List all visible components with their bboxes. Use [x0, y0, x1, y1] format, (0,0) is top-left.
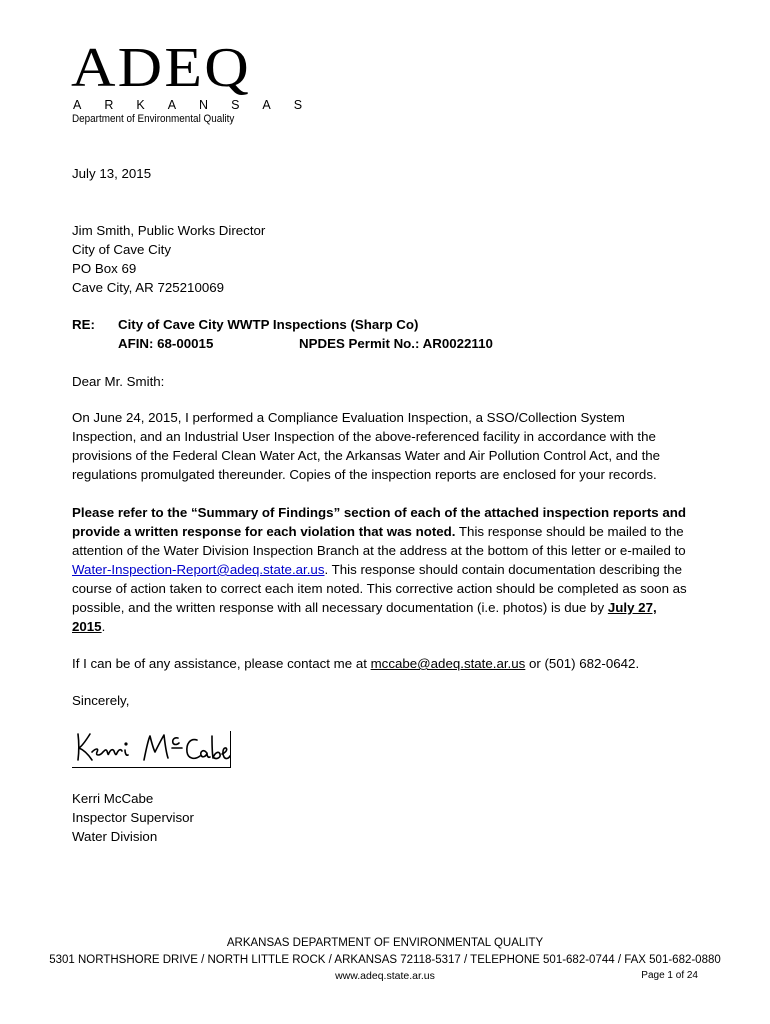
signer-block	[72, 789, 194, 846]
paragraph-2-text-b: . This response should contain documentation describing the course of action taken to correct each item noted. This corrective action should be completed as soon as possible, and the written response with all necessary documentation (i.e. photos) is due by	[72, 562, 687, 615]
page-number: Page 1 of 24	[641, 970, 698, 981]
signature-underline	[72, 767, 231, 768]
recipient-line-3: PO Box 69	[72, 261, 137, 276]
salutation: Dear Mr. Smith:	[72, 374, 165, 389]
paragraph-inspection: On June 24, 2015, I performed a Compliance Evaluation Inspection, a SSO/Collection System Inspection, and an Industrial User Inspection of the above-referenced facility in accordance with the provisions of the Federal Clean Water Act, the Arkansas Water and Air Pollution Control Act, and the regulations promulgated thereunder. Copies of the inspection reports are enclosed for your records.	[72, 410, 661, 482]
footer-website: www.adeq.state.ar.us	[335, 970, 435, 982]
contact-email-link[interactable]: mccabe@adeq.state.ar.us	[370, 656, 526, 671]
re-label: RE:	[72, 317, 95, 332]
logo-state-text: ARKANSAS	[73, 98, 326, 112]
re-subject: City of Cave City WWTP Inspections (Sharp Co)	[118, 317, 419, 332]
recipient-address	[72, 221, 265, 297]
paragraph-response-request	[72, 503, 692, 636]
paragraph-contact	[72, 654, 692, 673]
findings-request-bold: Please refer to the “Summary of Findings” section of each of the attached inspection reports and provide a written response for each violation that was noted.	[72, 505, 686, 539]
signer-name: Kerri McCabe	[72, 791, 154, 806]
paragraph-2-text-c: .	[101, 619, 106, 634]
recipient-line-2: City of Cave City	[72, 242, 172, 257]
re-permit: NPDES Permit No.: AR0022110	[299, 336, 493, 351]
adeq-logo-text: ADEQ	[71, 37, 251, 99]
signature-drawing	[72, 722, 232, 770]
inspection-report-email-link[interactable]: Water-Inspection-Report@adeq.state.ar.us	[72, 562, 325, 577]
signer-title: Inspector Supervisor	[72, 810, 194, 825]
closing: Sincerely,	[72, 693, 130, 708]
paragraph-3-text-b: or (501) 682-0642.	[525, 656, 640, 671]
recipient-line-1: Jim Smith, Public Works Director	[72, 223, 266, 238]
recipient-line-4: Cave City, AR 725210069	[72, 280, 225, 295]
due-date: July 27, 2015	[72, 600, 657, 634]
paragraph-2-text-a: This response should be mailed to the attention of the Water Division Inspection Branch at the address at the bottom of this letter or e-mailed to	[72, 524, 686, 558]
letter-date: July 13, 2015	[72, 166, 152, 181]
signer-division: Water Division	[72, 829, 158, 844]
footer-address: 5301 NORTHSHORE DRIVE / NORTH LITTLE ROCK / ARKANSAS 72118-5317 / TELEPHONE 501-682-0744 / FAX 501-682-0880	[49, 954, 721, 966]
paragraph-3-text-a: If I can be of any assistance, please contact me at	[72, 656, 371, 671]
signature-side-line	[230, 731, 231, 768]
handwritten-signature	[72, 722, 232, 770]
logo-department-text: Department of Environmental Quality	[72, 113, 235, 125]
footer-organization: ARKANSAS DEPARTMENT OF ENVIRONMENTAL QUALITY	[226, 937, 544, 949]
re-afin: AFIN: 68-00015	[118, 336, 214, 351]
